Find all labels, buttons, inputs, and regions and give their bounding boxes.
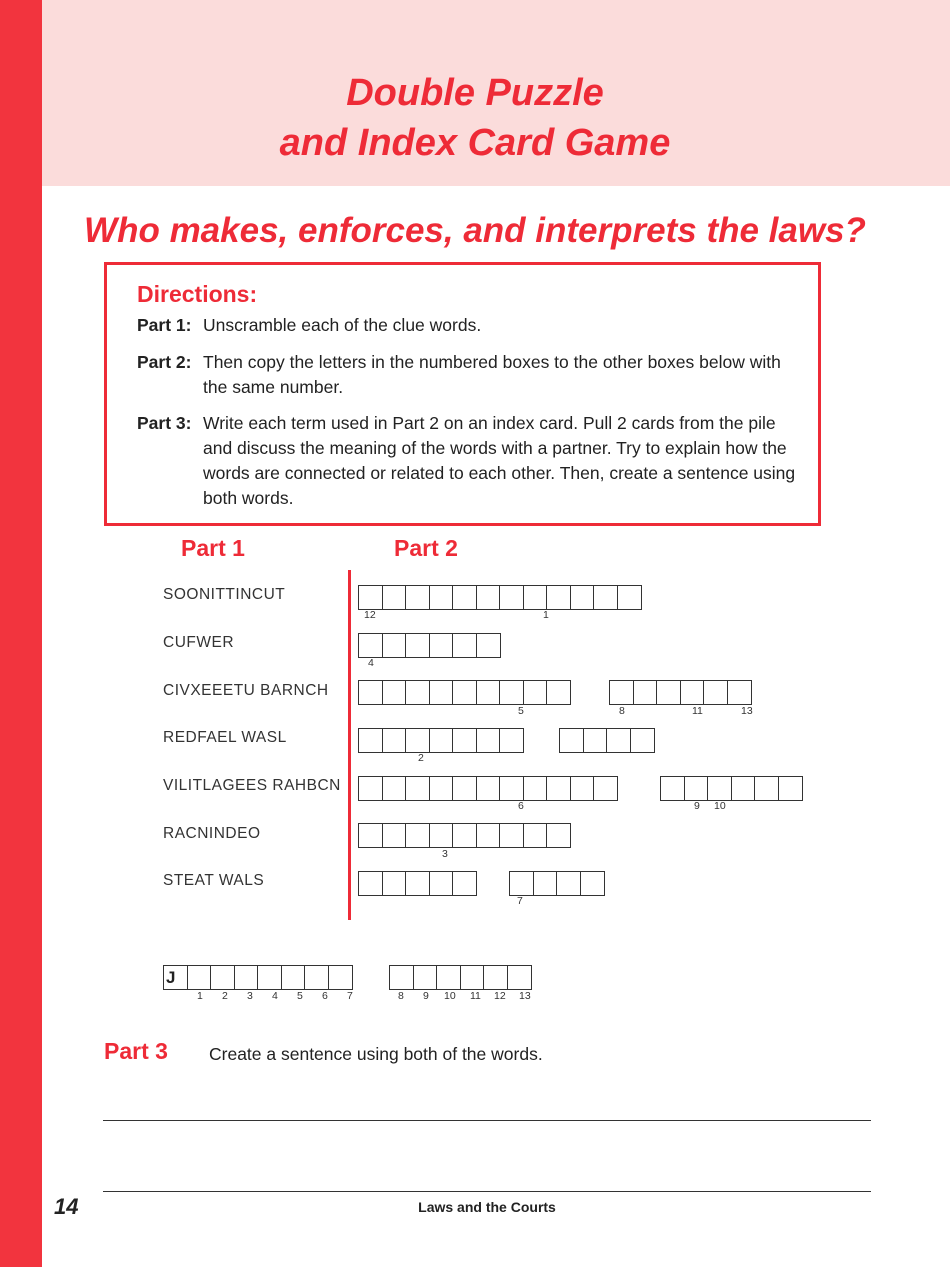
part1-heading: Part 1 [181,535,245,561]
divider-line [348,570,351,920]
final-number: 1 [197,990,203,1002]
answer-boxes-4b[interactable] [559,728,655,752]
direction-text: Then copy the letters in the numbered boxes to the other boxes below with the same number. [203,352,781,397]
direction-text: Write each term used in Part 2 on an index card. Pull 2 cards from the pile and discuss the meaning of the words with a partner. Try to explain how the words are connected or related to each other. Then, create a sentence using both words. [203,413,796,508]
footer-book-title: Laws and the Courts [418,1199,556,1215]
final-answer-word-2[interactable] [389,965,532,989]
answer-boxes-2a[interactable] [358,633,501,657]
final-number: 4 [272,990,278,1002]
box-number: 6 [518,800,524,812]
box-number: 13 [741,705,753,717]
box-number: 5 [518,705,524,717]
part3-instruction: Create a sentence using both of the words. [209,1044,543,1064]
page-subtitle: Who makes, enforces, and interprets the laws? [84,211,866,250]
clue-word-1: SOONITTINCUT [163,586,286,603]
box-number: 3 [442,848,448,860]
box-number: 2 [418,752,424,764]
directions-box [104,262,821,526]
direction-label: Part 1: [137,315,192,335]
writing-line[interactable] [103,1120,871,1121]
clue-word-7: STEAT WALS [163,872,265,889]
final-number: 9 [423,990,429,1002]
clue-word-2: CUFWER [163,634,235,651]
part3-heading: Part 3 [104,1038,168,1064]
page-number: 14 [54,1194,79,1219]
box-number: 9 [694,800,700,812]
answer-boxes-7b[interactable] [509,871,605,895]
answer-boxes-3a[interactable] [358,680,571,704]
answer-boxes-6a[interactable] [358,823,571,847]
box-number: 4 [368,657,374,669]
page-title [42,68,908,168]
answer-boxes-4a[interactable] [358,728,524,752]
answer-boxes-7a[interactable] [358,871,477,895]
direction-label: Part 3: [137,413,192,433]
final-number: 11 [470,990,481,1002]
box-number: 1 [543,609,549,621]
final-number: 12 [494,990,506,1002]
final-number: 10 [444,990,456,1002]
given-letter: J [163,965,188,990]
title-line-1: Double Puzzle [346,72,604,114]
answer-boxes-1a[interactable] [358,585,642,609]
clue-word-6: RACNINDEO [163,825,261,842]
box-number: 12 [364,609,376,621]
answer-boxes-5a[interactable] [358,776,618,800]
directions-heading: Directions: [137,281,258,307]
direction-text: Unscramble each of the clue words. [203,315,482,335]
part2-heading: Part 2 [394,535,458,561]
final-number: 2 [222,990,228,1002]
final-number: 8 [398,990,404,1002]
final-number: 6 [322,990,328,1002]
final-number: 7 [347,990,353,1002]
final-number: 3 [247,990,253,1002]
clue-word-5: VILITLAGEES RAHBCN [163,777,341,794]
box-number: 8 [619,705,625,717]
final-number: 13 [519,990,531,1002]
clue-word-4: REDFAEL WASL [163,729,287,746]
box-number: 10 [714,800,726,812]
box-number: 7 [517,895,523,907]
direction-label: Part 2: [137,352,192,372]
final-number: 5 [297,990,303,1002]
answer-boxes-5b[interactable] [660,776,803,800]
clue-word-3: CIVXEEETU BARNCH [163,682,329,699]
answer-boxes-3b[interactable] [609,680,752,704]
box-number: 11 [692,705,703,717]
footer-rule [103,1191,871,1192]
final-answer-word-1[interactable] [163,965,353,989]
title-line-2: and Index Card Game [279,122,671,164]
red-side-bar [0,0,42,1267]
